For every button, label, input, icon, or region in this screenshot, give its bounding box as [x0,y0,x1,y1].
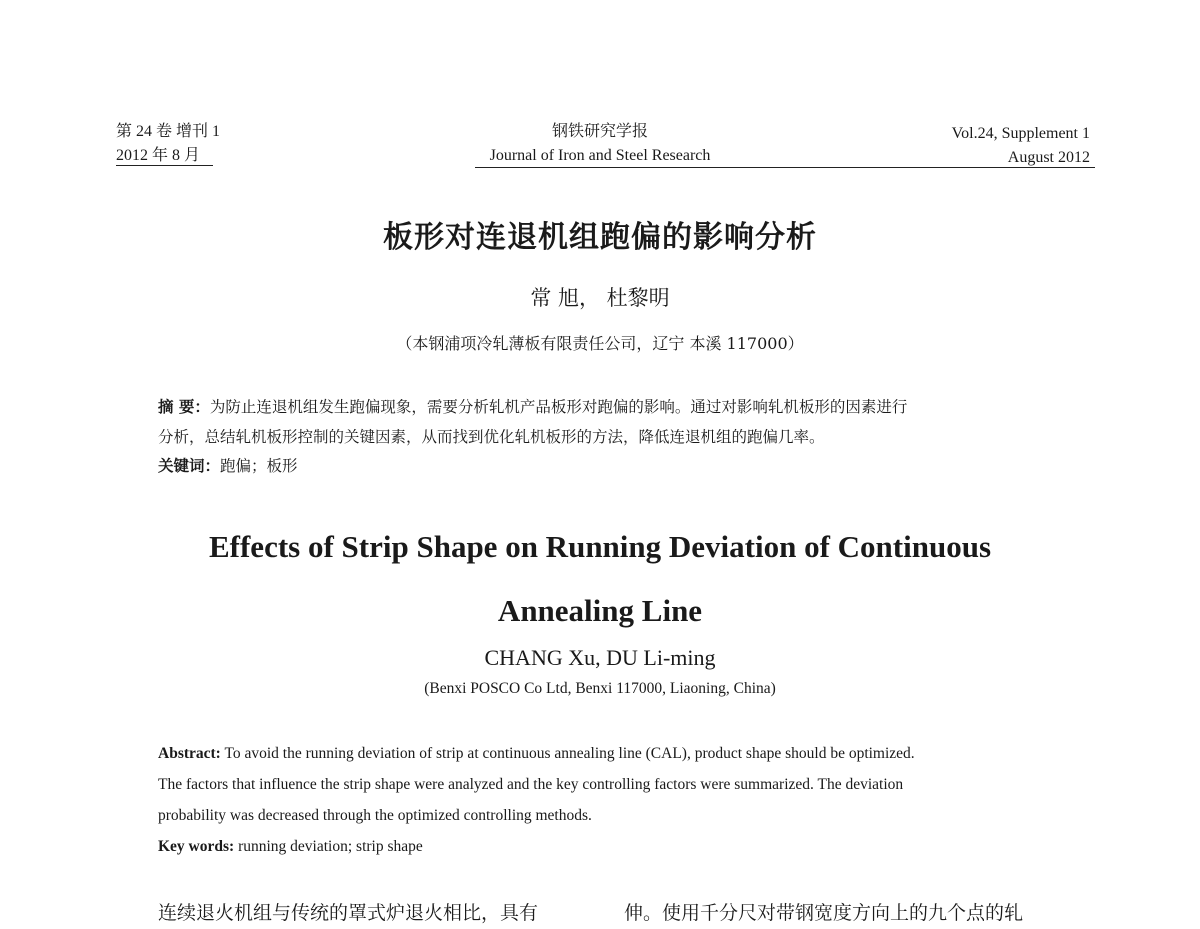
journal-date-en: August 2012 [1007,149,1090,166]
keywords-en-label: Key words: [158,838,235,855]
journal-name-en: Journal of Iron and Steel Research [489,147,711,164]
authors-cn: 常 旭， 杜黎明 [530,286,670,310]
body-column-left: 连续退火机组与传统的罩式炉退火相比，具有 [158,902,539,924]
affiliation-en: (Benxi POSCO Co Ltd, Benxi 117000, Liaoning, China) [424,680,776,697]
authors-en: CHANG Xu, DU Li-ming [484,645,716,670]
abstract-en-label: Abstract: [158,745,221,762]
header-rule [475,167,1095,168]
abstract-en-line1 [158,738,915,769]
header-rule-left [116,165,213,166]
journal-volume: 第 24 卷 增刊 1 [116,123,221,140]
paper-title-en-line1: Effects of Strip Shape on Running Deviation of Continuous [208,529,992,564]
paper-title-cn: 板形对连退机组跑偏的影响分析 [383,220,817,255]
keywords-en-text: running deviation; strip shape [234,838,423,855]
abstract-cn-line1 [158,396,907,419]
body-column-right: 伸。使用千分尺对带钢宽度方向上的九个点的轧 [624,902,1024,924]
journal-volume-en: Vol.24, Supplement 1 [951,125,1090,142]
keywords-en [158,831,423,862]
abstract-en-line3: probability was decreased through the optimized controlling methods. [158,807,592,824]
abstract-cn-text: 为防止连退机组发生跑偏现象，需要分析轧机产品板形对跑偏的影响。通过对影响轧机板形的因素进行 [209,398,908,416]
keywords-cn-text: 跑偏；板形 [220,457,298,475]
keywords-cn [158,455,298,478]
keywords-cn-label: 关键词： [158,457,221,475]
abstract-cn-label: 摘 要： [158,398,210,416]
abstract-en-text: To avoid the running deviation of strip at continuous annealing line (CAL), product shape should be optimized. [220,745,915,762]
journal-date-cn: 2012 年 8 月 [116,147,201,164]
journal-name-cn: 钢铁研究学报 [551,123,649,140]
abstract-en-line2: The factors that influence the strip shape were analyzed and the key controlling factors were summarized. The deviation [158,776,904,793]
abstract-cn-line2: 分析，总结轧机板形控制的关键因素，从而找到优化轧机板形的方法，降低连退机组的跑偏几率。 [158,428,825,446]
paper-title-en-line2: Annealing Line [497,593,703,628]
affiliation-cn: （本钢浦项冷轧薄板有限责任公司，辽宁 本溪 117000） [396,334,804,353]
